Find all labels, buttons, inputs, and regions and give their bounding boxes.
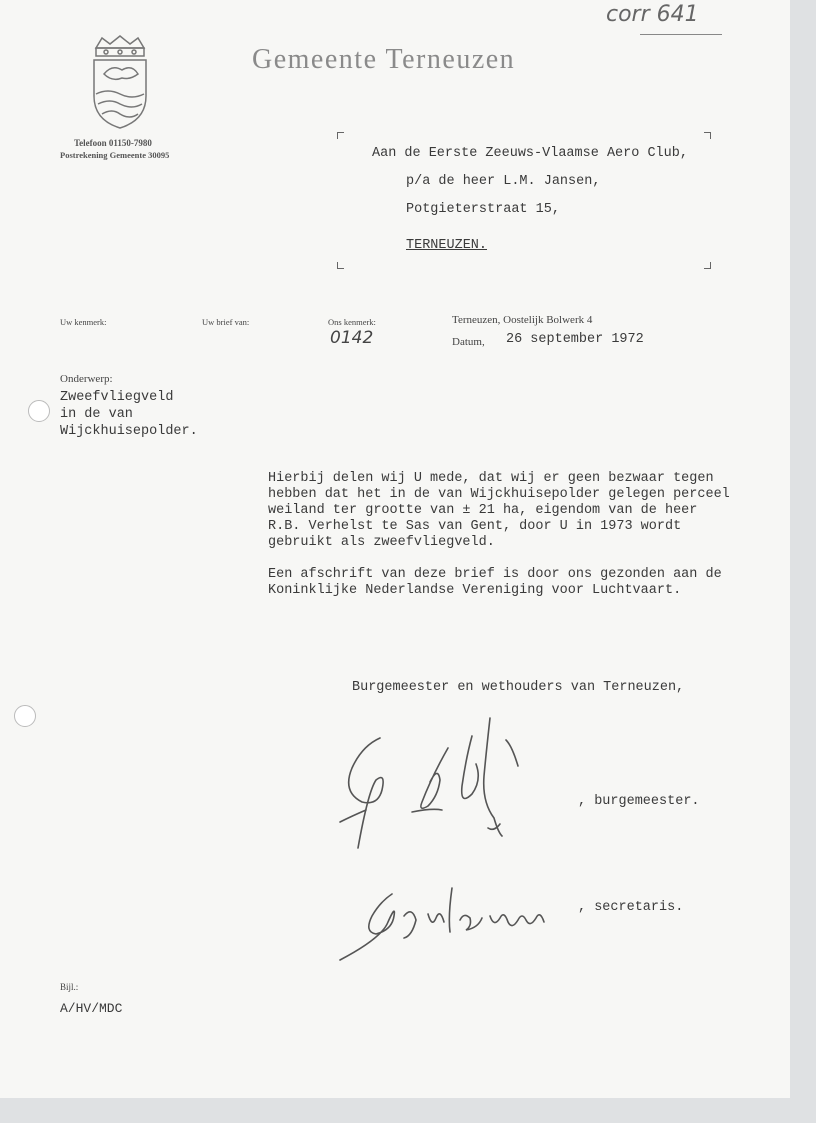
ons-kenmerk-value: 0142 <box>330 328 374 348</box>
body-line: hebben dat het in de van Wijckhuisepolder gelegen perceel <box>268 487 730 502</box>
corner-note: corr 641 <box>606 2 699 27</box>
address-corner-tl <box>337 132 344 139</box>
body-line: Koninklijke Nederlandse Vereniging voor Luchtvaart. <box>268 583 682 598</box>
uw-brief-label: Uw brief van: <box>202 317 250 327</box>
address-line-2: p/a de heer L.M. Jansen, <box>406 174 601 189</box>
secretary-title: , secretaris. <box>578 900 684 915</box>
body-line: Hierbij delen wij U mede, dat wij er geen bezwaar tegen <box>268 471 714 486</box>
coat-of-arms-icon <box>88 34 152 130</box>
bijl-label: Bijl.: <box>60 982 79 992</box>
body-line: Een afschrift van deze brief is door ons gezonden aan de <box>268 567 722 582</box>
uw-kenmerk-label: Uw kenmerk: <box>60 317 107 327</box>
closing-salutation: Burgemeester en wethouders van Terneuzen, <box>352 680 685 695</box>
mayor-signature-icon <box>322 706 562 856</box>
giro-number: Postrekening Gemeente 30095 <box>60 150 170 160</box>
letter-date: 26 september 1972 <box>506 332 644 347</box>
mayor-title: , burgemeester. <box>578 794 700 809</box>
subject-label: Onderwerp: <box>60 373 113 385</box>
datum-label: Datum, <box>452 336 485 348</box>
letterhead-title: Gemeente Terneuzen <box>252 44 516 75</box>
place-address: Terneuzen, Oostelijk Bolwerk 4 <box>452 314 593 326</box>
address-corner-tr <box>704 132 711 139</box>
subject-line-3: Wijckhuisepolder. <box>60 424 198 439</box>
address-corner-br <box>704 262 711 269</box>
subject-line-2: in de van <box>60 407 133 422</box>
corner-note-underline <box>640 34 722 35</box>
typist-initials: A/HV/MDC <box>60 1001 123 1016</box>
ons-kenmerk-label: Ons kenmerk: <box>328 317 376 327</box>
subject-line-1: Zweefvliegveld <box>60 390 174 405</box>
secretary-signature-icon <box>332 876 582 966</box>
body-line: R.B. Verhelst te Sas van Gent, door U in 1973 wordt <box>268 519 682 534</box>
address-city: TERNEUZEN. <box>406 238 488 253</box>
address-corner-bl <box>337 262 344 269</box>
body-line: weiland ter grootte van ± 21 ha, eigendom van de heer <box>268 503 698 518</box>
body-line: gebruikt als zweefvliegveld. <box>268 535 495 550</box>
phone-number: Telefoon 01150-7980 <box>74 138 152 148</box>
address-line-3: Potgieterstraat 15, <box>406 202 560 217</box>
punch-hole-top <box>28 400 50 422</box>
address-line-1: Aan de Eerste Zeeuws-Vlaamse Aero Club, <box>372 146 688 161</box>
punch-hole-bottom <box>14 705 36 727</box>
